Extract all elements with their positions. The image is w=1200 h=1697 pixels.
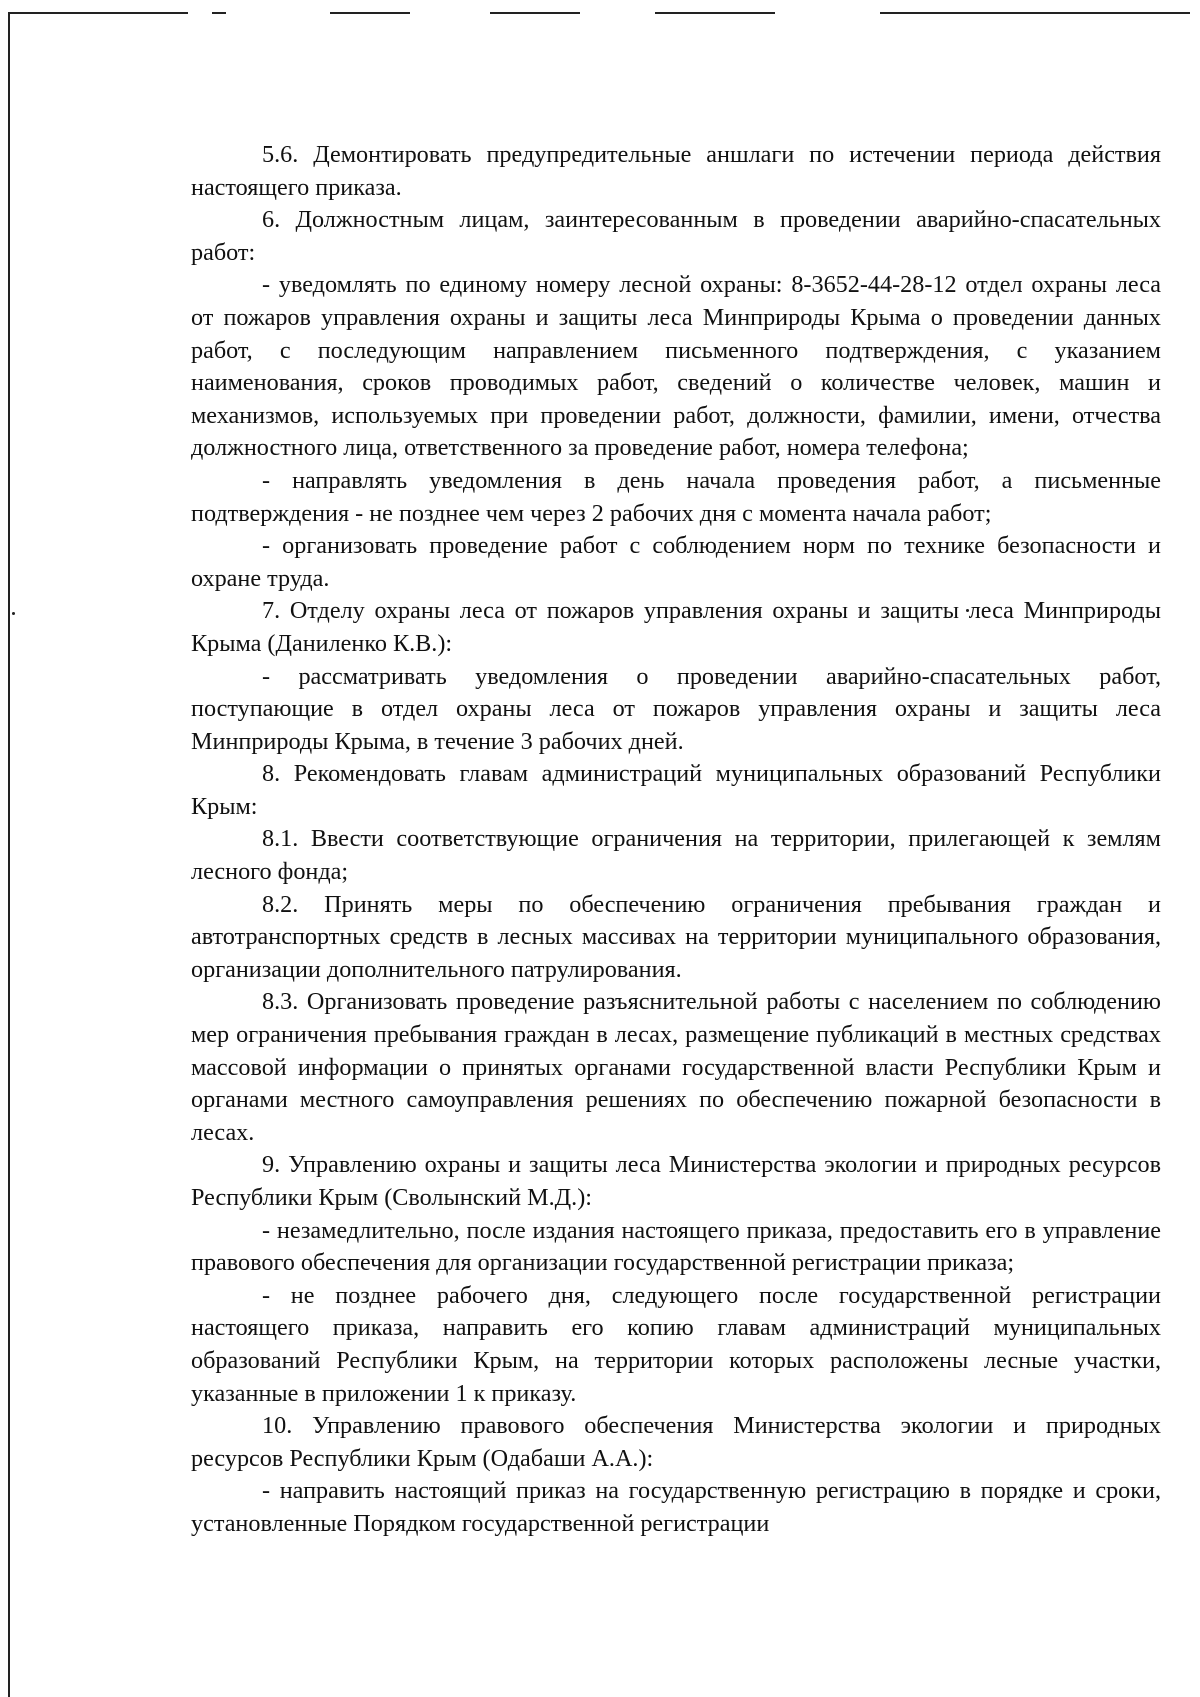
paragraph: - незамедлительно, после издания настоящего приказа, предоставить его в управление правового обеспечения для организации государственной регистрации приказа; — [191, 1216, 1161, 1277]
paragraph: 8.2. Принять меры по обеспечению ограничения пребывания граждан и автотранспортных средств в лесных массивах на территории муниципального образования, организации дополнительного патрулирования. — [191, 890, 1161, 983]
scan-border-top — [490, 12, 580, 14]
paragraph: 8. Рекомендовать главам администраций муниципальных образований Республики Крым: — [191, 760, 1161, 820]
paragraph: 7. Отделу охраны леса от пожаров управления охраны и защиты леса Минприроды Крыма (Даниленко К.В.): — [191, 597, 1161, 657]
scan-border-top — [880, 12, 1190, 14]
paragraph: - организовать проведение работ с соблюдением норм по технике безопасности и охране труда. — [191, 532, 1161, 592]
scan-border-top — [655, 12, 775, 14]
paragraph: 8.1. Ввести соответствующие ограничения на территории, прилегающей к землям лесного фонда; — [191, 825, 1161, 886]
scan-border-top — [8, 12, 188, 14]
paragraph: - рассматривать уведомления о проведении аварийно-спасательных работ, поступающие в отдел охраны леса от пожаров управления охраны и защиты леса Минприроды Крыма, в течение 3 рабочих дней. — [191, 662, 1161, 755]
paragraph: 9. Управлению охраны и защиты леса Министерства экологии и природных ресурсов Республики Крым (Сволынский М.Д.): — [191, 1151, 1161, 1211]
paragraph: - уведомлять по единому номеру лесной охраны: 8-3652-44-28-12 отдел охраны леса от пожаров управления охраны и защиты леса Минприроды Крыма о проведении данных работ, с последующим направлением письменного подтверждения, с указанием наименования, сроков проводимых работ, сведений о количестве человек, машин и механизмов, используемых при проведении работ, должности, фамилии, имени, отчества должностного лица, ответственного за проведение работ, номера телефона; — [191, 271, 1161, 462]
paragraph: 6. Должностным лицам, заинтересованным в проведении аварийно-спасательных работ: — [191, 206, 1161, 266]
paragraph: - направлять уведомления в день начала проведения работ, а письменные подтверждения - не позднее чем через 2 рабочих дня с момента начала работ; — [191, 466, 1161, 527]
paragraph: - не позднее рабочего дня, следующего после государственной регистрации настоящего приказа, направить его копию главам администраций муниципальных образований Республики Крым, на территории которых расположены лесные участки, указанные в приложении 1 к приказу. — [191, 1281, 1161, 1407]
scan-border-top — [212, 12, 226, 14]
paragraph: 8.3. Организовать проведение разъяснительной работы с населением по соблюдению мер ограничения пребывания граждан в лесах, размещение публикаций в местных средствах массовой информации о принятых органами государственной власти Республики Крым и органами местного самоуправления решениях по обеспечению пожарной безопасности в лесах. — [191, 988, 1161, 1146]
scan-speck — [12, 612, 15, 615]
scan-border-top — [330, 12, 410, 14]
paragraph: 10. Управлению правового обеспечения Министерства экологии и природных ресурсов Республики Крым (Одабаши А.А.): — [191, 1412, 1161, 1472]
paragraph: 5.6. Демонтировать предупредительные аншлаги по истечении периода действия настоящего приказа. — [191, 141, 1161, 201]
paragraph: - направить настоящий приказ на государственную регистрацию в порядке и сроки, установленные Порядком государственной регистрации — [191, 1477, 1161, 1537]
document-body — [191, 139, 1161, 1541]
scan-border-left — [8, 14, 10, 1697]
